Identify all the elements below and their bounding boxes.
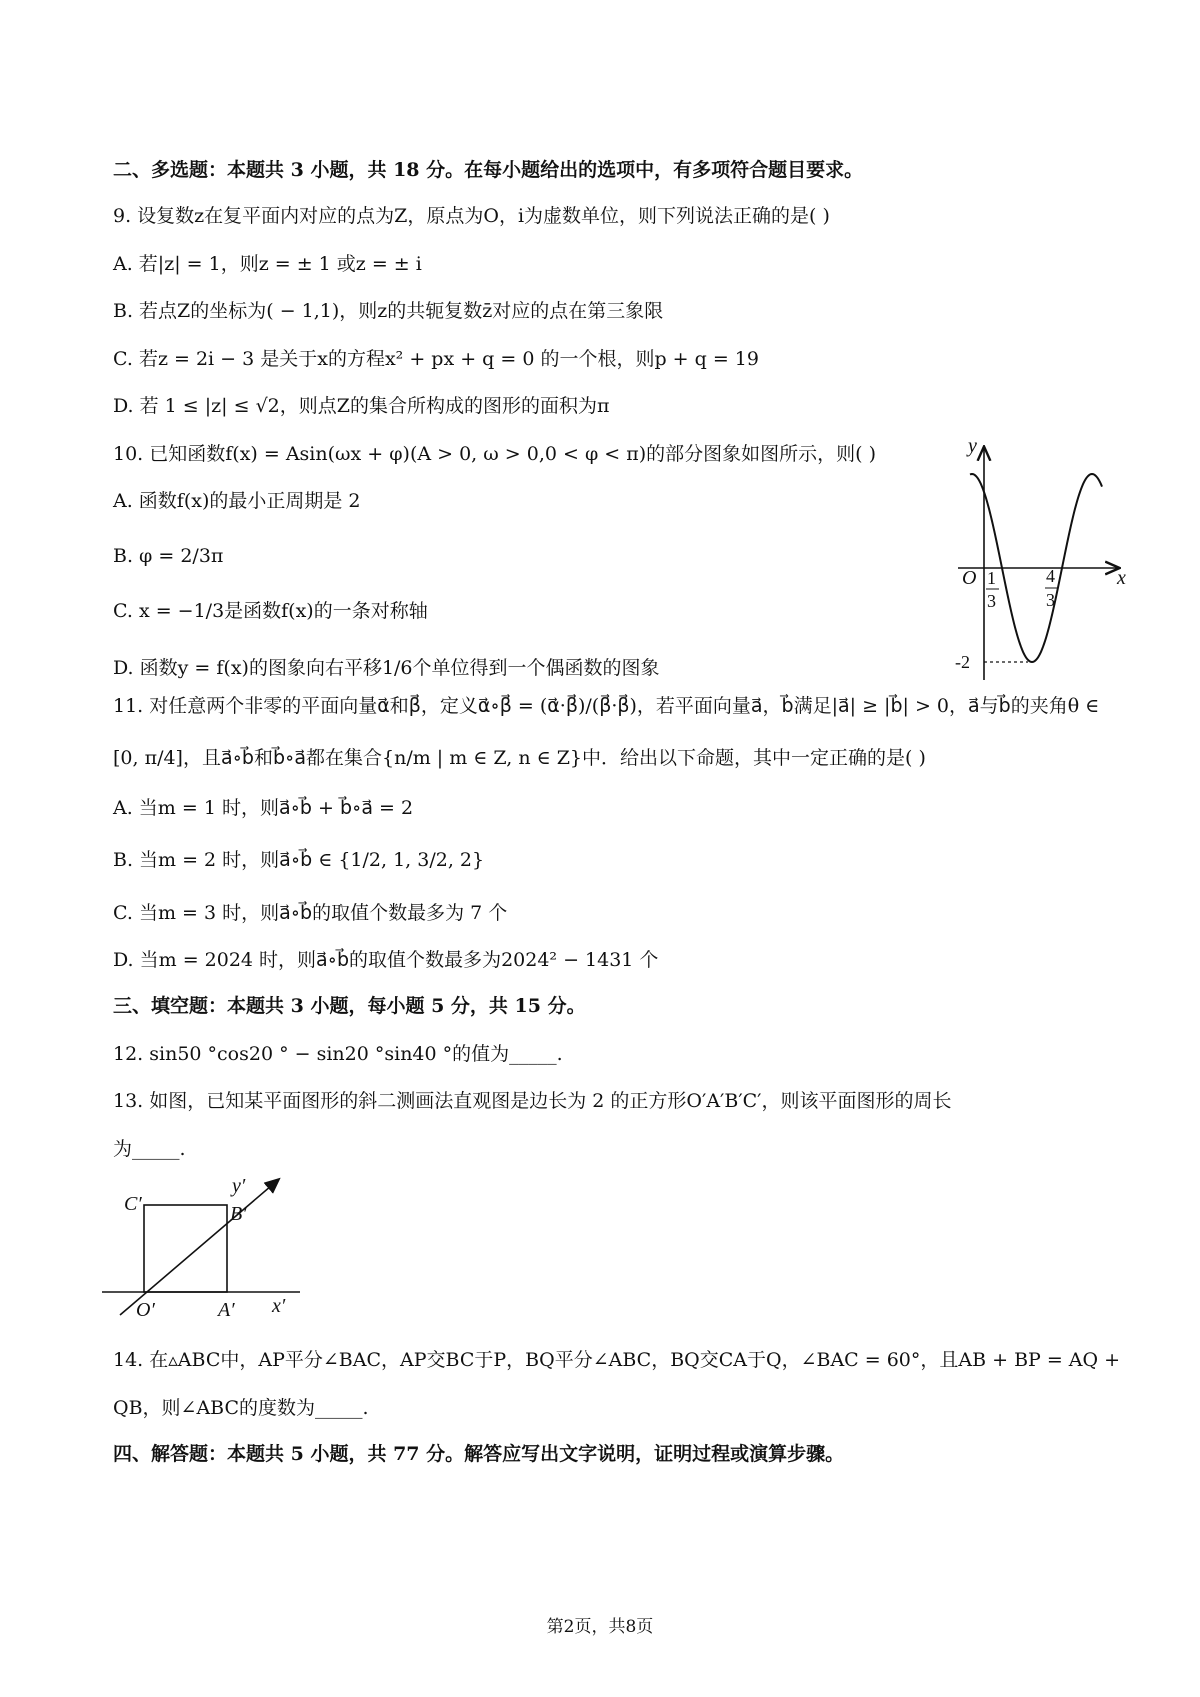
q10-y-axis-label: y xyxy=(968,435,977,457)
q11-option-b: B. 当m = 2 时，则a⃗∘b⃗ ∈ {1/2, 1, 3/2, 2} xyxy=(113,849,485,871)
q14-line2: QB，则∠ABC的度数为_____. xyxy=(113,1397,369,1419)
q10-option-d: D. 函数y = f(x)的图象向右平移1/6个单位得到一个偶函数的图象 xyxy=(113,657,660,679)
q14-line1: 14. 在▵ABC中，AP平分∠BAC，AP交BC于P，BQ平分∠ABC，BQ交CA于Q，∠BAC = 60°，且AB + BP = AQ + xyxy=(113,1349,1121,1371)
q13-square xyxy=(144,1205,227,1292)
section-3-heading: 三、填空题：本题共 3 小题，每小题 5 分，共 15 分。 xyxy=(113,995,586,1017)
q9-option-a: A. 若|z| = 1，则z = ± 1 或z = ± i xyxy=(113,253,422,275)
q9-option-d: D. 若 1 ≤ |z| ≤ √2，则点Z的集合所构成的图形的面积为π xyxy=(113,395,610,417)
q10-option-a: A. 函数f(x)的最小正周期是 2 xyxy=(113,490,361,512)
q13-b-label: B′ xyxy=(230,1203,247,1225)
q11-option-d: D. 当m = 2024 时，则a⃗∘b⃗的取值个数最多为2024² − 1431 个 xyxy=(113,949,659,971)
q13-x-label: x′ xyxy=(272,1295,286,1317)
q10-x-axis-label: x xyxy=(1117,567,1126,589)
q13-c-label: C′ xyxy=(124,1193,142,1215)
section-4-heading: 四、解答题：本题共 5 小题，共 77 分。解答应写出文字说明，证明过程或演算步骤。 xyxy=(113,1443,845,1465)
q10-min-label: -2 xyxy=(955,652,970,672)
q13-line1: 13. 如图，已知某平面图形的斜二测画法直观图是边长为 2 的正方形O′A′B′C′，则该平面图形的周长 xyxy=(113,1090,952,1112)
q10-option-c: C. x = −1/3是函数f(x)的一条对称轴 xyxy=(113,600,428,622)
q13-line2: 为_____. xyxy=(113,1138,186,1160)
q11-stem-line1: 11. 对任意两个非零的平面向量α⃗和β⃗，定义α⃗∘β⃗ = (α⃗·β⃗)/(β⃗·β⃗)，若平面向量a⃗，b⃗满足|a⃗| ≥ |b⃗| > 0，a⃗与b⃗的夹角θ ∈ xyxy=(113,695,1100,717)
q10-function-graph xyxy=(950,432,1130,692)
q11-option-c: C. 当m = 3 时，则a⃗∘b⃗的取值个数最多为 7 个 xyxy=(113,902,508,924)
q13-o-label: O′ xyxy=(136,1299,155,1321)
page-footer: 第2页，共8页 xyxy=(546,1617,654,1637)
q10-option-b: B. φ = 2/3π xyxy=(113,545,224,567)
q9-option-b: B. 若点Z的坐标为( − 1,1)，则z的共轭复数z̄对应的点在第三象限 xyxy=(113,300,664,322)
q9-option-c: C. 若z = 2i − 3 是关于x的方程x² + px + q = 0 的一个根，则p + q = 19 xyxy=(113,348,759,370)
q10-origin-label: O xyxy=(962,567,977,589)
q11-stem-line2: [0, π/4]，且a⃗∘b⃗和b⃗∘a⃗都在集合{n/m | m ∈ Z, n ∈ Z}中．给出以下命题，其中一定正确的是( ) xyxy=(113,747,926,769)
q13-oblique-square-figure xyxy=(100,1170,340,1330)
q12-text: 12. sin50 °cos20 ° − sin20 °sin40 °的值为_____. xyxy=(113,1043,563,1065)
q10-tick1-numerator: 1 xyxy=(987,568,996,588)
q13-a-label: A′ xyxy=(218,1299,235,1321)
q9-stem: 9. 设复数z在复平面内对应的点为Z，原点为O，i为虚数单位，则下列说法正确的是( ) xyxy=(113,205,830,227)
section-2-heading: 二、多选题：本题共 3 小题，共 18 分。在每小题给出的选项中，有多项符合题目要求。 xyxy=(113,159,864,181)
q10-tick1-denominator: 3 xyxy=(987,591,996,611)
q10-tick2-denominator: 3 xyxy=(1046,590,1055,610)
q10-tick2-numerator: 4 xyxy=(1046,566,1055,586)
q11-option-a: A. 当m = 1 时，则a⃗∘b⃗ + b⃗∘a⃗ = 2 xyxy=(113,797,414,819)
q13-y-label: y′ xyxy=(232,1175,246,1197)
q10-stem: 10. 已知函数f(x) = Asin(ωx + φ)(A > 0, ω > 0,0 < φ < π)的部分图象如图所示，则( ) xyxy=(113,443,877,465)
